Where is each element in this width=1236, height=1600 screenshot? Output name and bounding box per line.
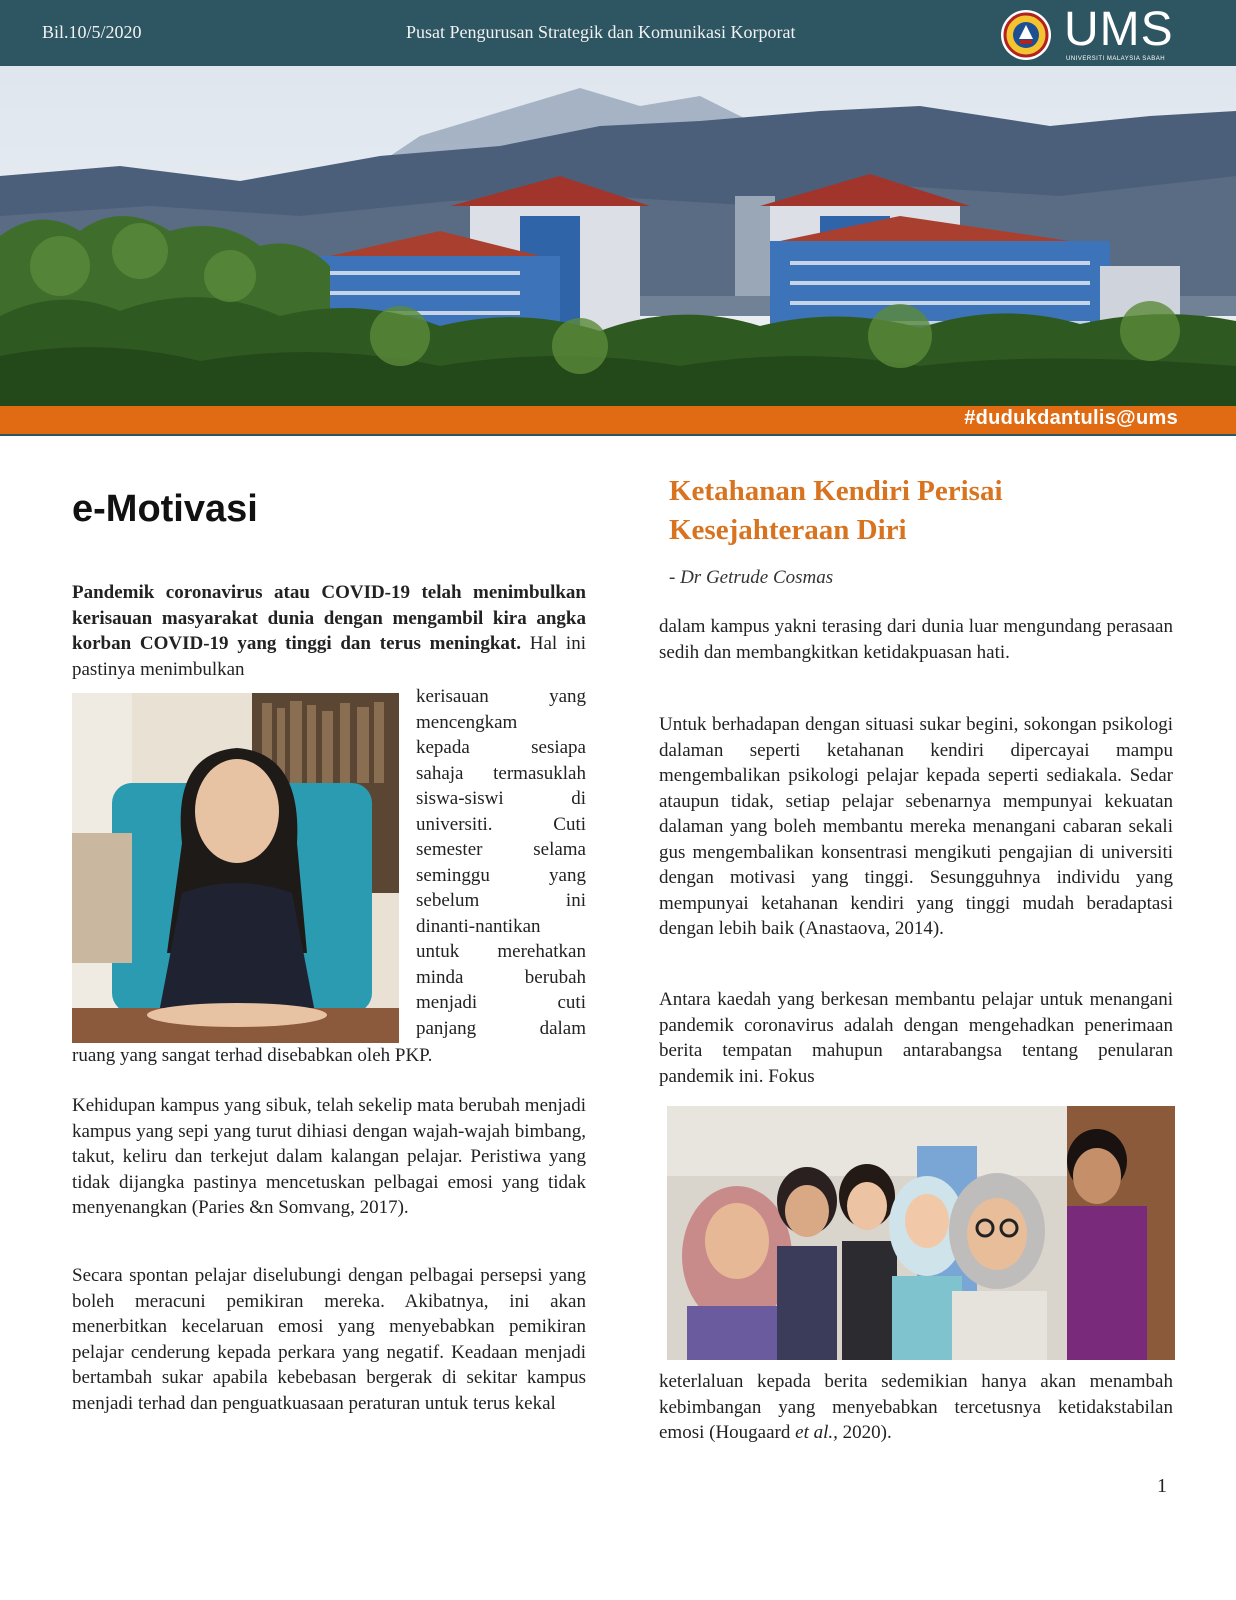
- right-paragraph-4-end: 2020).: [837, 1422, 892, 1443]
- ums-logo-subtitle: UNIVERSITI MALAYSIA SABAH: [1066, 56, 1166, 62]
- wrap-line: universiti. Cuti: [416, 813, 586, 835]
- page-number: 1: [1157, 1475, 1167, 1497]
- wrap-line: minda berubah: [416, 966, 586, 988]
- wrapped-text-end: ruang yang sangat terhad disebabkan oleh PKP.: [72, 1045, 433, 1066]
- paragraph-2: Kehidupan kampus yang sibuk, telah sekelip mata berubah menjadi kampus yang sepi yang turut dihiasi dengan wajah-wajah bimbang, takut, keliru dan terkejut dalam kalangan pelajar. Peristiwa yang tidak dijangka pastinya mencetuskan pelbagai emosi yang tidak menyenangkan (Paries &n Somvang, 2017).: [72, 1095, 586, 1218]
- right-paragraph-4: [659, 1369, 1173, 1446]
- wrap-line: semester selama: [416, 839, 586, 860]
- right-paragraph-2: Untuk berhadapan dengan situasi sukar begini, sokongan psikologi dalaman seperti ketahanan kendiri dipercayai mampu mengembalikan psikologi pelajar kepada seperti sediakala. Sedar ataupun tidak, setiap pelajar sebenarnya mempunyai kekuatan dalaman yang boleh membantu mereka menangani cabaran sekali gus mengembalikan konsentrasi mengikuti pengajian di universiti dengan motivasi yang tinggi. Sesungguhnya individu yang mempunyai ketahanan kendiri yang tinggi mudah beradaptasi dengan lebih baik (Anastaova, 2014).: [659, 714, 1173, 939]
- right-paragraph-4-start: keterlaluan kepada berita sedemikian hanya akan menambah kebimbangan yang menyebabkan tercetusnya ketidakstabilan emosi (Hougaard: [659, 1371, 1173, 1443]
- header-bar: [0, 0, 1236, 66]
- article-author: - Dr Getrude Cosmas: [669, 567, 834, 588]
- campus-banner-image: [0, 66, 1236, 406]
- issue-number: Bil.10/5/2020: [42, 22, 142, 42]
- right-paragraph-4-italic: et al.,: [795, 1422, 838, 1443]
- wrap-line: seminggu yang: [416, 864, 586, 886]
- lead-rest-text: Hal ini pastinya menimbulkan: [72, 633, 586, 680]
- wrap-line: mencengkam: [416, 711, 518, 733]
- wrap-line: panjang dalam: [416, 1017, 586, 1039]
- paragraph-3: Secara spontan pelajar diselubungi dengan pelbagai persepsi yang boleh meracuni pemikiran mereka. Akibatnya, ini akan menerbitkan kecelaruan emosi yang menyebabkan pemikiran pelajar cenderung kepada perkara yang negatif. Keadaan menjadi bertambah sukar apabila kebebasan bergerak di sekitar kampus menjadi terhad dan penguatkuasaan peraturan untuk terus kekal: [72, 1265, 586, 1414]
- wrap-line: siswa-siswi di: [416, 788, 586, 809]
- section-title: e-Motivasi: [72, 488, 258, 530]
- hashtag-bar: [0, 406, 1236, 436]
- wrap-line: sahaja termasuklah: [416, 762, 586, 784]
- ums-emblem-icon: [1000, 9, 1052, 61]
- students-group-photo: [667, 1106, 1175, 1360]
- wrap-line: sebelum ini: [416, 890, 586, 911]
- wrap-line: kerisauan yang: [416, 686, 586, 707]
- author-portrait-image: [72, 693, 399, 1043]
- wrap-line: dinanti-nantikan: [416, 915, 541, 937]
- wrap-line: menjadi cuti: [416, 992, 586, 1013]
- right-paragraph-3: Antara kaedah yang berkesan membantu pelajar untuk menangani pandemik coronavirus adalah dengan mengehadkan penerimaan berita tempatan mahupun antarabangsa tentang penularan pandemik ini. Fokus: [659, 989, 1173, 1087]
- hashtag-text: #dudukdantulis@ums: [964, 407, 1178, 429]
- article-title: Ketahanan Kendiri Perisai Kesejahteraan Diri: [669, 475, 1003, 546]
- lead-paragraph: [72, 580, 586, 682]
- wrap-line: untuk merehatkan: [416, 941, 586, 962]
- unit-name: Pusat Pengurusan Strategik dan Komunikasi Korporat: [406, 22, 796, 42]
- wrap-line: kepada sesiapa: [416, 737, 586, 758]
- lead-bold-text: Pandemik coronavirus atau COVID-19 telah menimbulkan kerisauan masyarakat dunia dengan mengambil kira angka korban COVID-19 yang tinggi dan terus meningkat.: [72, 582, 586, 654]
- ums-logo-text: UMS: [1064, 3, 1174, 56]
- right-paragraph-1: dalam kampus yakni terasing dari dunia luar mengundang perasaan sedih dan membangkitkan ketidakpuasan hati.: [659, 616, 1173, 663]
- wrapped-text-block: [416, 684, 586, 1041]
